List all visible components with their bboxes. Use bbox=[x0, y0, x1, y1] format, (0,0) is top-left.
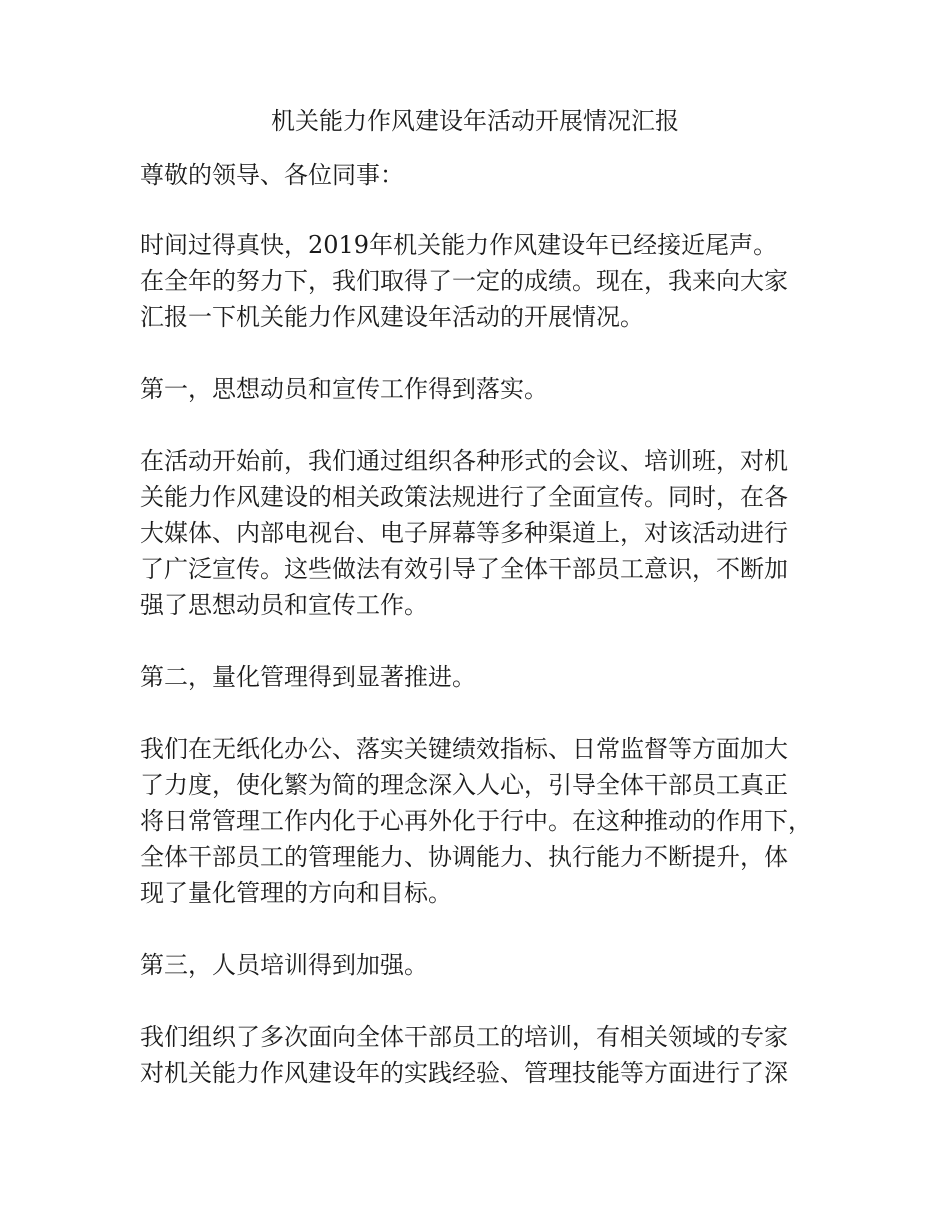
section-2-heading: 第二，量化管理得到显著推进。 bbox=[140, 663, 476, 691]
salutation: 尊敬的领导、各位同事： bbox=[140, 161, 404, 189]
section-1-line-3: 大媒体、内部电视台、电子屏幕等多种渠道上，对该活动进行 bbox=[140, 519, 788, 547]
section-3-line-1: 我们组织了多次面向全体干部员工的培训，有相关领域的专家 bbox=[140, 1023, 788, 1051]
intro-line-1: 时间过得真快，2019年机关能力作风建设年已经接近尾声。 bbox=[140, 231, 778, 259]
section-1-line-2: 关能力作风建设的相关政策法规进行了全面宣传。同时，在各 bbox=[140, 483, 788, 511]
section-2-line-1: 我们在无纸化办公、落实关键绩效指标、日常监督等方面加大 bbox=[140, 735, 788, 763]
section-2-line-5: 现了量化管理的方向和目标。 bbox=[140, 879, 452, 907]
section-2-line-2: 了力度，使化繁为简的理念深入人心，引导全体干部员工真正 bbox=[140, 771, 788, 799]
section-3-heading: 第三，人员培训得到加强。 bbox=[140, 951, 428, 979]
section-3-line-2: 对机关能力作风建设年的实践经验、管理技能等方面进行了深 bbox=[140, 1059, 788, 1087]
intro-line-2: 在全年的努力下，我们取得了一定的成绩。现在，我来向大家 bbox=[140, 267, 788, 295]
section-2-line-3: 将日常管理工作内化于心再外化于行中。在这种推动的作用下， bbox=[140, 807, 812, 835]
intro-line-3: 汇报一下机关能力作风建设年活动的开展情况。 bbox=[140, 303, 644, 331]
section-1-line-4: 了广泛宣传。这些做法有效引导了全体干部员工意识，不断加 bbox=[140, 555, 788, 583]
section-1-line-1: 在活动开始前，我们通过组织各种形式的会议、培训班，对机 bbox=[140, 447, 788, 475]
section-1-line-5: 强了思想动员和宣传工作。 bbox=[140, 591, 428, 619]
section-2-line-4: 全体干部员工的管理能力、协调能力、执行能力不断提升，体 bbox=[140, 843, 788, 871]
section-1-heading: 第一，思想动员和宣传工作得到落实。 bbox=[140, 375, 548, 403]
document-title: 机关能力作风建设年活动开展情况汇报 bbox=[271, 107, 679, 135]
